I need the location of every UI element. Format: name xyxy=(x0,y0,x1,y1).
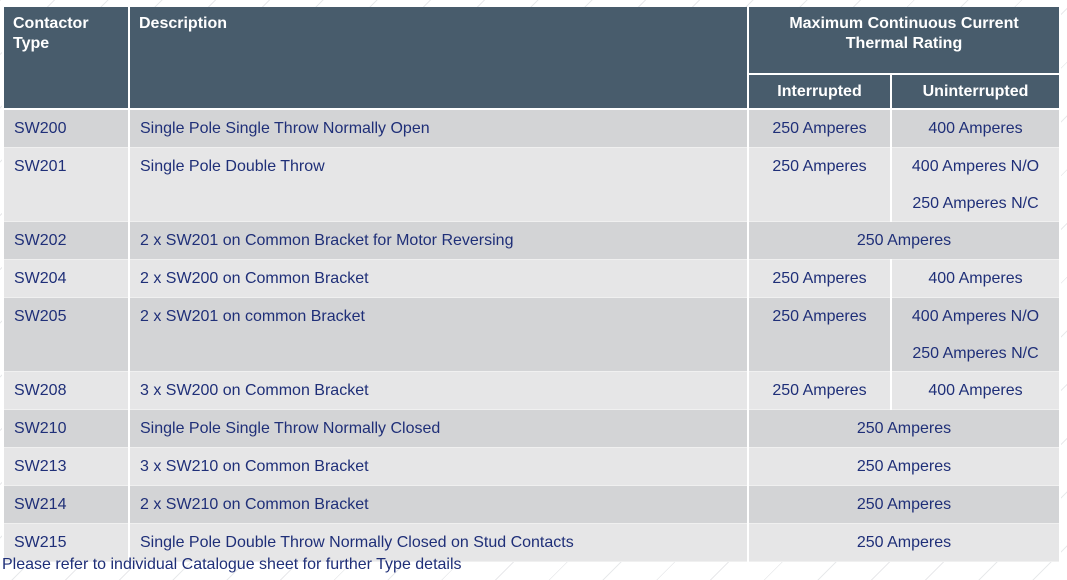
cell-interrupted: 250 Amperes xyxy=(748,109,891,148)
cell-type: SW213 xyxy=(3,448,129,486)
cell-interrupted: 250 Amperes xyxy=(748,260,891,298)
cell-description: 2 x SW201 on common Bracket xyxy=(129,298,748,372)
cell-description: 2 x SW201 on Common Bracket for Motor Reversing xyxy=(129,222,748,260)
table-row xyxy=(3,148,1060,222)
cell-combined-rating: 250 Amperes xyxy=(748,524,1060,562)
header-max-rating: Maximum Continuous Current Thermal Rating xyxy=(748,7,1060,74)
cell-type: SW201 xyxy=(3,148,129,222)
cell-type: SW205 xyxy=(3,298,129,372)
cell-type: SW208 xyxy=(3,372,129,410)
header-uninterrupted: Uninterrupted xyxy=(891,74,1060,109)
cell-type: SW204 xyxy=(3,260,129,298)
cell-interrupted: 250 Amperes xyxy=(748,372,891,410)
header-row xyxy=(3,7,1060,74)
table-row xyxy=(3,260,1060,298)
header-description: Description xyxy=(129,7,748,109)
cell-description: 2 x SW210 on Common Bracket xyxy=(129,486,748,524)
cell-interrupted: 250 Amperes xyxy=(748,298,891,372)
table-row xyxy=(3,222,1060,260)
cell-type: SW214 xyxy=(3,486,129,524)
cell-combined-rating: 250 Amperes xyxy=(748,448,1060,486)
cell-uninterrupted: 400 Amperes xyxy=(891,109,1060,148)
cell-combined-rating: 250 Amperes xyxy=(748,222,1060,260)
cell-uninterrupted xyxy=(891,298,1060,372)
cell-description: Single Pole Single Throw Normally Closed xyxy=(129,410,748,448)
cell-description: Single Pole Single Throw Normally Open xyxy=(129,109,748,148)
table-row xyxy=(3,410,1060,448)
table-row xyxy=(3,372,1060,410)
cell-type: SW202 xyxy=(3,222,129,260)
contactor-table xyxy=(2,7,1061,562)
cell-description: 2 x SW200 on Common Bracket xyxy=(129,260,748,298)
cell-combined-rating: 250 Amperes xyxy=(748,410,1060,448)
header-interrupted: Interrupted xyxy=(748,74,891,109)
header-contactor-type: Contactor Type xyxy=(3,7,129,109)
cell-description: 3 x SW210 on Common Bracket xyxy=(129,448,748,486)
cell-combined-rating: 250 Amperes xyxy=(748,486,1060,524)
cell-description: Single Pole Double Throw xyxy=(129,148,748,222)
cell-type: SW215 xyxy=(3,524,129,562)
cell-uninterrupted: 400 Amperes xyxy=(891,372,1060,410)
footnote: Please refer to individual Catalogue sheet for further Type details xyxy=(2,556,462,573)
cell-type: SW200 xyxy=(3,109,129,148)
cell-uninterrupted xyxy=(891,148,1060,222)
table-row xyxy=(3,298,1060,372)
cell-description: 3 x SW200 on Common Bracket xyxy=(129,372,748,410)
table-row xyxy=(3,448,1060,486)
uninterrupted-no-value: 400 Amperes N/O xyxy=(911,308,1040,325)
cell-description: Single Pole Double Throw Normally Closed on Stud Contacts xyxy=(129,524,748,562)
uninterrupted-nc-value: 250 Amperes N/C xyxy=(912,345,1039,362)
uninterrupted-no-value: 400 Amperes N/O xyxy=(911,158,1040,175)
table-row xyxy=(3,109,1060,148)
table-row xyxy=(3,486,1060,524)
cell-type: SW210 xyxy=(3,410,129,448)
uninterrupted-nc-value: 250 Amperes N/C xyxy=(912,195,1039,212)
cell-interrupted: 250 Amperes xyxy=(748,148,891,222)
cell-uninterrupted: 400 Amperes xyxy=(891,260,1060,298)
